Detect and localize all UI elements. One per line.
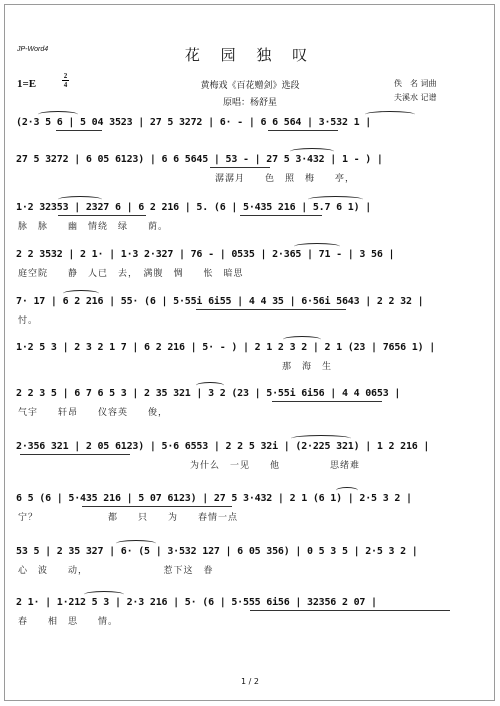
lyric-line-7: 气宇 轩昂 仪容英 俊，: [18, 408, 169, 418]
lyric-line-10: 心 波 动， 惹下这 眷: [18, 566, 214, 576]
lyric-line-3: 脉 脉 幽 情绕 绿 荫。: [18, 222, 169, 232]
underline: [58, 215, 146, 216]
underline: [272, 401, 382, 402]
slur: [294, 243, 340, 250]
slur: [336, 487, 358, 494]
slur: [84, 591, 124, 598]
key-signature: 1=E: [17, 78, 37, 90]
slur: [63, 290, 99, 297]
lyric-line-6: 那 海 生: [282, 362, 333, 372]
meter-top: 2: [63, 72, 68, 80]
subtitle: 黄梅戏《百花赠剑》选段: [200, 81, 300, 91]
lyric-line-2: 潺潺月 色 照 梅 亭，: [215, 174, 356, 184]
underline: [210, 167, 270, 168]
page-number: 1 / 2: [241, 677, 259, 686]
underline: [20, 454, 130, 455]
lyric-line-5: 忖。: [18, 316, 39, 326]
notation-line-4: 2 2 3532 | 2 1· | 1·3 2·327 | 76 - | 0535 | 2·365 | 71 - | 3 56 |: [16, 249, 395, 260]
lyric-line-8: 为什么 一见 他 思绪难: [190, 461, 361, 471]
slur: [291, 435, 351, 442]
arranger-credit: 夫溪水 记谱: [394, 93, 437, 102]
notation-line-2: 27 5 3272 | 6 05 6123) | 6 6 5645 | 53 - | 27 5 3·432 | 1 - ) |: [16, 154, 383, 165]
slur: [116, 540, 156, 547]
underline: [250, 610, 450, 611]
slur: [365, 111, 415, 118]
underline: [268, 130, 338, 131]
notation-line-3: 1·2 32353 | 2327 6 | 6 2 216 | 5. (6 | 5·435 216 | 5.7 6 1) |: [16, 202, 372, 213]
slur: [58, 196, 102, 203]
notation-line-11: 2 1· | 1·212 5 3 | 2·3 216 | 5· (6 | 5·555 6i56 | 32356 2 07 |: [16, 597, 377, 608]
notation-line-10: 53 5 | 2 35 327 | 6· (5 | 3·532 127 | 6 05 356) | 0 5 3 5 | 2·5 3 2 |: [16, 546, 418, 557]
notation-line-9: 6 5 (6 | 5·435 216 | 5 07 6123) | 27 5 3·432 | 2 1 (6 1) | 2·5 3 2 |: [16, 493, 412, 504]
slur: [283, 336, 321, 343]
slur: [290, 148, 334, 155]
underline: [82, 506, 232, 507]
lyricist-credit: 佚 名 词曲: [394, 79, 437, 88]
underline: [240, 215, 322, 216]
lyric-line-9: 宁？ 都 只 为 春情一点: [18, 513, 239, 523]
notation-line-5: 7· 17 | 6 2 216 | 55· (6 | 5·55i 6i55 | 4 4 35 | 6·56i 5643 | 2 2 32 |: [16, 296, 424, 307]
brand-label: JP-Word4: [17, 46, 49, 53]
notation-line-1: (2·3 5 6 | 5 04 3523 | 27 5 3272 | 6· - | 6 6 564 | 3·532 1 |: [16, 117, 372, 128]
underline: [56, 130, 102, 131]
notation-line-8: 2·356 321 | 2 05 6123) | 5·6 6553 | 2 2 5 32i | (2·225 321) | 1 2 216 |: [16, 441, 430, 452]
slur: [38, 111, 78, 118]
page-title: 花 园 独 叹: [184, 46, 316, 64]
slur: [196, 382, 224, 389]
slur: [308, 196, 363, 203]
underline: [196, 309, 346, 310]
notation-line-6: 1·2 5 3 | 2 3 2 1 7 | 6 2 216 | 5· - ) | 2 1 2 3 2 | 2 1 (23 | 7656 1) |: [16, 342, 436, 353]
lyric-line-11: 春 相 思 情。: [18, 617, 119, 627]
notation-line-7: 2 2 3 5 | 6 7 6 5 3 | 2 35 321 | 3 2 (23 | 5·55i 6i56 | 4 4 0653 |: [16, 388, 401, 399]
meter-bottom: 4: [63, 81, 68, 89]
lyric-line-4: 庭空院 静 人已 去， 满腹 惆 怅 暗思: [18, 269, 244, 279]
singer-credit: 原唱：杨舒星: [222, 98, 277, 108]
